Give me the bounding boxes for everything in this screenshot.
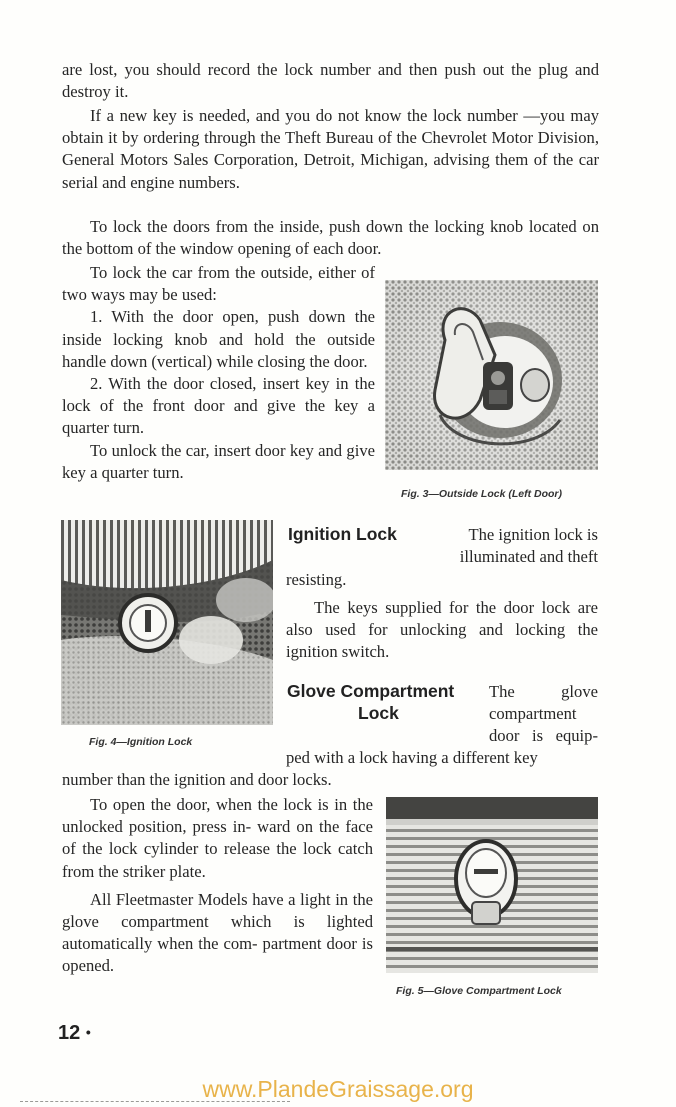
glove-open-column <box>62 794 373 978</box>
glove-text-column <box>489 681 598 747</box>
ignition-lock-photo <box>61 520 273 725</box>
paragraph-method-1: 1. With the door open, push down the inside locking knob and hold the outside handle down (vertical) while closing the door. <box>62 307 375 371</box>
ignition-lock-heading: Ignition Lock <box>288 524 397 544</box>
fig3-caption: Fig. 3—Outside Lock (Left Door) <box>401 488 563 500</box>
ignition-lock-illustration <box>61 520 273 725</box>
outside-lock-column <box>62 262 375 484</box>
paragraph-lock-number: are lost, you should record the lock number and then push out the plug and destroy it. <box>62 60 599 102</box>
paragraph-keys: The keys supplied for the door lock are also used for unlocking and locking the ignition switch. <box>286 598 598 662</box>
fig5-caption: Fig. 5—Glove Compartment Lock <box>396 985 562 997</box>
bottom-edge-divider <box>20 1101 290 1102</box>
watermark-link[interactable]: www.PlandeGraissage.org <box>202 1076 474 1102</box>
outside-lock-illustration <box>385 280 598 470</box>
paragraph-new-key: If a new key is needed, and you do not know the lock number —you may obtain it by ordering through the Theft Bureau of the Chevrolet Motor Division, General Motors Sales Corporation, Detroit, Michigan, advising them of the car serial and engine numbers. <box>62 106 599 192</box>
ignition-text: The ignition lock is illuminated and theft <box>459 525 598 567</box>
page-number-bullet: • <box>85 1024 91 1040</box>
ignition-intro-right <box>408 524 598 568</box>
page-number-group <box>58 1022 91 1045</box>
paragraph-open-door: To open the door, when the lock is in the unlocked position, press in- ward on the face of the lock cylinder to release the lock catch from the striker plate. <box>62 795 373 881</box>
outside-lock-photo <box>385 280 598 470</box>
paragraph-method-2: 2. With the door closed, insert key in the lock of the front door and give the key a quarter turn. <box>62 374 375 438</box>
paragraph-lock-inside: To lock the doors from the inside, push down the locking knob located on the bottom of the window opening of each door. <box>62 217 599 259</box>
glove-heading-line2: Lock <box>358 703 399 723</box>
fig4-caption: Fig. 4—Ignition Lock <box>89 736 193 748</box>
paragraph-fleetmaster-light: All Fleetmaster Models have a light in the glove compartment which is lighted automatically when the com- partment door is opened. <box>62 889 373 976</box>
paragraph-unlock: To unlock the car, insert door key and give key a quarter turn. <box>62 440 375 482</box>
glove-lock-photo <box>386 797 598 973</box>
glove-lock-illustration <box>386 797 598 973</box>
glove-text: The glove compartment door is equip- <box>489 682 598 746</box>
paragraph-lock-outside: To lock the car from the outside, either of two ways may be used: <box>62 263 375 305</box>
ignition-text-tail: resisting. <box>286 570 347 589</box>
glove-heading-line1: Glove Compartment <box>287 681 455 701</box>
page-number: 12 <box>58 1022 81 1044</box>
glove-text-continued: ped with a lock having a different key number than the ignition and door locks. <box>62 748 538 790</box>
